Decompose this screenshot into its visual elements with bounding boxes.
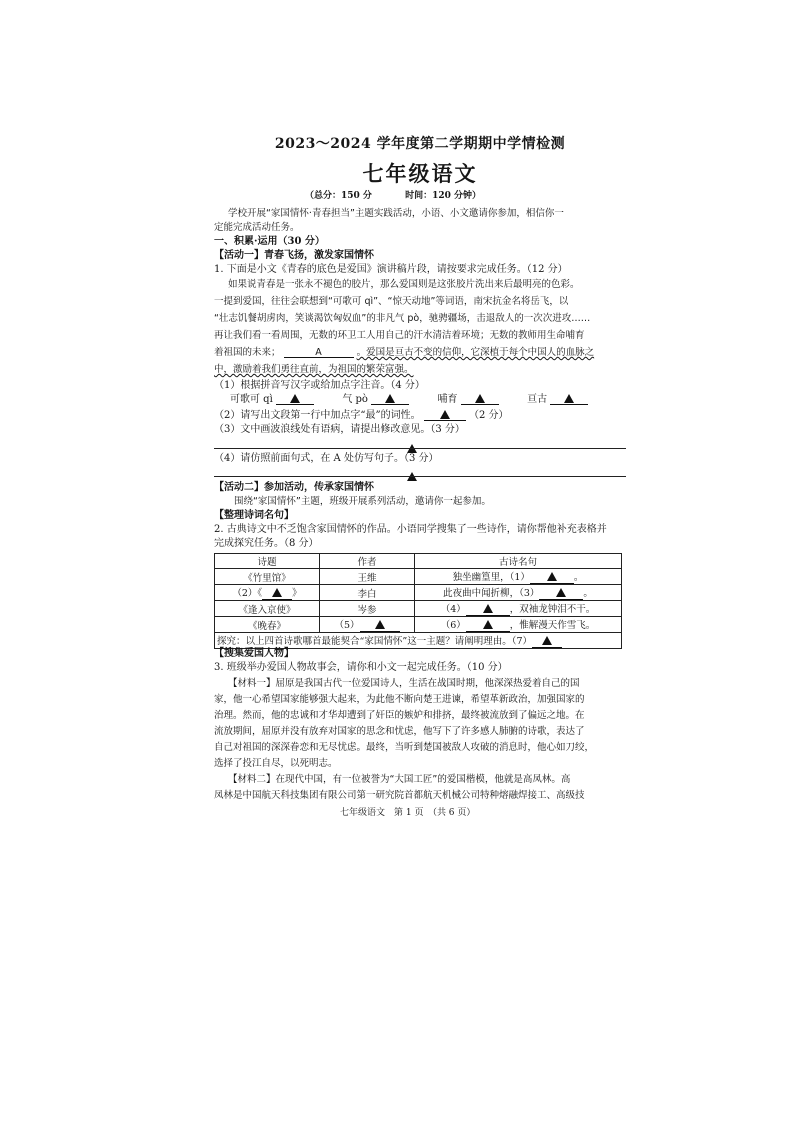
- triangle-icon: [385, 394, 395, 403]
- triangle-icon: [407, 465, 417, 484]
- poem-line-post: ，双袖龙钟泪不干。: [509, 604, 596, 615]
- collect-heading: 【搜集爱国人物】: [214, 648, 294, 659]
- passage-line-5-end: 。爱国是亘古不变的信仰，它深植于每个中国人的血脉之: [356, 347, 595, 358]
- table-row: [215, 585, 622, 601]
- table-row: [215, 569, 622, 585]
- triangle-icon: [564, 394, 574, 403]
- answer-line[interactable]: [214, 448, 626, 449]
- pinyin-item-1: 可歌可 qì: [230, 394, 273, 405]
- subquestion-3: （3）文中画波浪线处有语病，请提出修改意见。（3 分）: [214, 424, 465, 435]
- question-2-line-1: 2. 古典诗文中不乏饱含家国情怀的作品。小语同学搜集了一些诗作，请你帮他补充表格并: [214, 524, 607, 535]
- poem-title-pre: （2）《: [232, 588, 263, 599]
- subquestion-4: （4）请仿照前面句式，在 A 处仿写句子。（3 分）: [214, 453, 439, 464]
- activity-one-heading: 【活动一】青春飞扬，激发家国情怀: [214, 250, 374, 261]
- table-header-row: [215, 554, 622, 569]
- activity-two-heading: 【活动二】参加活动，传承家国情怀: [214, 482, 374, 493]
- table-row: [215, 601, 622, 617]
- answer-blank[interactable]: [276, 393, 314, 405]
- answer-blank[interactable]: [461, 393, 499, 405]
- col-line: 古诗名句: [415, 554, 622, 569]
- answer-blank[interactable]: [530, 572, 574, 584]
- passage-line-4: 再让我们看一看周围，无数的环卫工人用自己的汗水清洁着环境；无数的教师用生命哺育: [214, 330, 585, 341]
- triangle-icon: [556, 588, 566, 597]
- intro-line-1: 学校开展“家国情怀·青春担当”主题实践活动，小语、小文邀请你参加，相信你一: [228, 208, 564, 219]
- question-2-line-2: 完成探究任务。（8 分）: [214, 538, 319, 549]
- poem-line: [415, 569, 622, 585]
- exam-page: [190, 125, 640, 825]
- triangle-icon: [483, 604, 493, 613]
- answer-blank[interactable]: [262, 588, 292, 600]
- col-author: 作者: [320, 554, 415, 569]
- poem-line: [415, 601, 622, 617]
- blank-a[interactable]: A: [284, 346, 354, 358]
- passage-line-6: [214, 363, 414, 377]
- poem-line: [415, 617, 622, 633]
- answer-blank[interactable]: [466, 620, 510, 632]
- poem-line-pre: 此夜曲中闻折柳，（3）: [443, 588, 540, 599]
- passage-line-6-text: 中，激励着我们勇往直前，为祖国的繁荣富强。: [214, 364, 414, 375]
- poem-title: [215, 585, 320, 601]
- answer-blank[interactable]: [550, 393, 588, 405]
- material-2-line-2: 凤林是中国航天科技集团有限公司第一研究院首都航天机械公司特种熔融焊接工、高级技: [214, 790, 585, 801]
- material-1-line-1: 【材料一】屈原是我国古代一位爱国诗人，生活在战国时期，他深深热爱着自己的国: [228, 678, 580, 689]
- pinyin-items: [230, 393, 588, 407]
- poem-author: [320, 617, 415, 633]
- triangle-icon: [272, 588, 282, 597]
- triangle-icon: [483, 620, 493, 629]
- answer-line[interactable]: [214, 476, 626, 477]
- exam-meta: [305, 188, 511, 201]
- subquestion-1: （1）根据拼音写汉字或给加点字注音。（4 分）: [214, 380, 425, 391]
- poem-title: 《晚春》: [215, 617, 320, 633]
- passage-line-5: [214, 346, 594, 360]
- poem-author-pre: （5）: [334, 620, 360, 631]
- answer-blank[interactable]: [424, 409, 466, 421]
- subquestion-2-score: （2 分）: [468, 410, 509, 421]
- pinyin-item-4: 亘古: [527, 394, 548, 405]
- passage-line-5-start: 着祖国的未来；: [214, 347, 281, 358]
- poem-author: 李白: [320, 585, 415, 601]
- explore-text: 探究：以上四首诗歌哪首最能契合“家国情怀”这一主题？请阐明理由。（7）: [217, 636, 533, 647]
- sort-poems-heading: 【整理诗词名句】: [214, 510, 294, 521]
- poem-line-pre: （6）: [440, 620, 466, 631]
- total-score: （总分：150 分: [305, 191, 372, 201]
- material-1-line-2: 家，他一心希望国家能够强大起来，为此他不断向楚王进谏，希望革新政治，加强国家的: [214, 694, 585, 705]
- triangle-icon: [440, 410, 450, 419]
- answer-blank[interactable]: [371, 393, 409, 405]
- triangle-icon: [290, 394, 300, 403]
- triangle-icon: [542, 636, 552, 645]
- subquestion-2-text: （2）请写出文段第一行中加点字“最”的词性。: [214, 410, 421, 421]
- poem-table: [214, 553, 622, 649]
- poem-line-pre: （4）: [440, 604, 466, 615]
- pinyin-item-2: 气 pò: [342, 394, 368, 405]
- passage-line-2: 一提到爱国，往往会联想到“可歌可 qì”、“惊天动地”等词语，南宋抗金名将岳飞，以: [214, 296, 569, 307]
- poem-author: 王维: [320, 569, 415, 585]
- material-1-line-5: 自己对祖国的深深眷恋和无尽忧虑。最终，当听到楚国被敌人攻破的消息时，他心如刀绞，: [214, 742, 595, 753]
- col-title: 诗题: [215, 554, 320, 569]
- triangle-icon: [475, 394, 485, 403]
- triangle-icon: [547, 572, 557, 581]
- question-3: 3. 班级举办爱国人物故事会，请你和小文一起完成任务。（10 分）: [214, 662, 508, 673]
- page-footer: 七年级语文 第 1 页 （共 6 页）: [340, 808, 476, 818]
- material-1-line-4: 流放期间，屈原并没有放弃对国家的思念和忧虑，他写下了许多感人肺腑的诗歌，表达了: [214, 726, 585, 737]
- section-heading: 一、积累·运用（30 分）: [214, 236, 325, 247]
- activity-two-desc: 围绕“家国情怀”主题，班级开展系列活动，邀请你一起参加。: [234, 496, 491, 507]
- triangle-icon: [375, 620, 385, 629]
- material-1-line-3: 治理。然而，他的忠诚和才华却遭到了奸臣的嫉妒和排挤，最终被流放到了偏远之地。在: [214, 710, 585, 721]
- intro-line-2: 定能完成活动任务。: [214, 222, 300, 233]
- answer-blank[interactable]: [360, 620, 400, 632]
- passage-line-3: “壮志饥餐胡虏肉，笑谈渴饮匈奴血”的非凡气 pò，驰骋疆场，击退敌人的一次次进攻……: [214, 313, 591, 324]
- table-row: [215, 617, 622, 633]
- pinyin-item-3: 哺育: [437, 394, 458, 405]
- answer-blank[interactable]: [466, 604, 510, 616]
- poem-author: 岑参: [320, 601, 415, 617]
- exam-subject: 七年级语文: [362, 161, 478, 186]
- poem-title: 《竹里馆》: [215, 569, 320, 585]
- poem-line-pre: 独坐幽篁里，（1）: [452, 572, 530, 583]
- material-1-line-6: 选择了投江自尽，以死明志。: [214, 758, 338, 769]
- question-1: 1. 下面是小文《青春的底色是爱国》演讲稿片段，请按要求完成任务。（12 分）: [214, 264, 568, 275]
- passage-line-1: 如果说青春是一张永不褪色的胶片，那么爱国则是这张胶片洗出来后最明亮的色彩。: [228, 279, 580, 290]
- poem-title: 《逢入京使》: [215, 601, 320, 617]
- exam-title: 2023～2024 学年度第二学期期中学情检测: [274, 136, 566, 152]
- poem-line-post: ，惟解漫天作雪飞。: [509, 620, 596, 631]
- poem-line-post: 。: [583, 588, 593, 599]
- exam-time: 时间：120 分钟）: [405, 191, 481, 201]
- answer-blank[interactable]: [532, 636, 562, 648]
- poem-line-post: 。: [573, 572, 584, 583]
- answer-blank[interactable]: [539, 588, 583, 600]
- poem-line: [415, 585, 622, 601]
- material-2-line-1: 【材料二】在现代中国，有一位被誉为“大国工匠”的爱国楷模，他就是高凤林。高: [228, 774, 571, 785]
- poem-title-post: 》: [292, 588, 302, 599]
- subquestion-2: [214, 409, 509, 423]
